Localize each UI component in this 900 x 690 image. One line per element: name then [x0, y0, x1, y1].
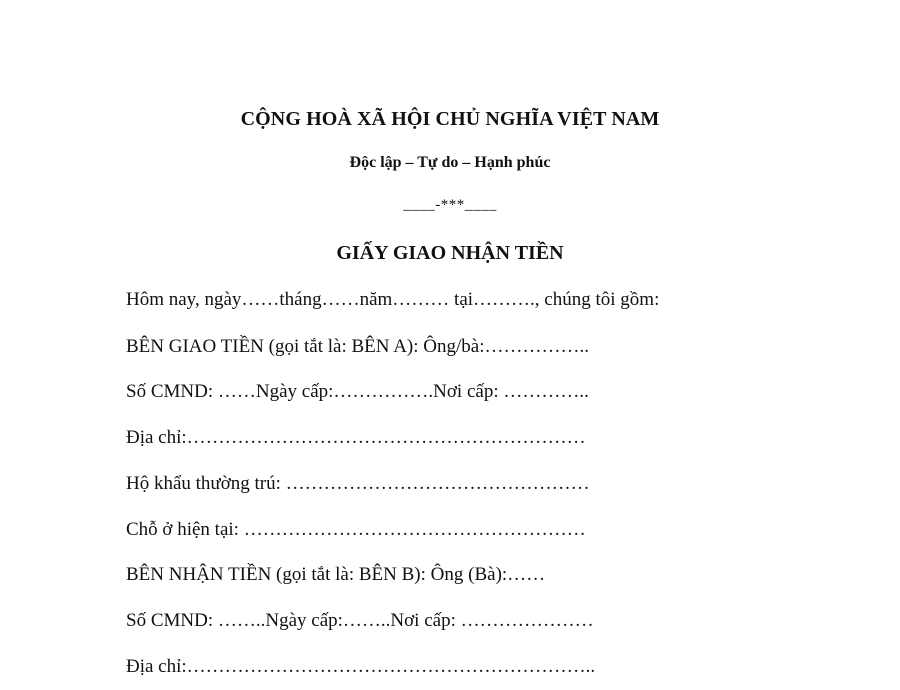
- party-b-name-line: BÊN NHẬN TIỀN (gọi tắt là: BÊN B): Ông (Bà):……: [126, 564, 546, 585]
- party-a-id-line: Số CMND: ……Ngày cấp:…………….Nơi cấp: …………..: [126, 381, 589, 402]
- date-place-line: Hôm nay, ngày……tháng……năm……… tại………., chúng tôi gồm:: [126, 289, 660, 310]
- motto-heading: Độc lập – Tự do – Hạnh phúc: [349, 154, 551, 171]
- decorative-divider: ____-***____: [403, 197, 497, 213]
- party-a-residence-line: Hộ khẩu thường trú: …………………………………………: [126, 473, 590, 494]
- nation-heading: CỘNG HOÀ XÃ HỘI CHỦ NGHĨA VIỆT NAM: [240, 108, 660, 130]
- party-b-id-line: Số CMND: ……..Ngày cấp:……..Nơi cấp: …………………: [126, 610, 594, 631]
- party-a-current-address-line: Chỗ ở hiện tại: ………………………………………………: [126, 519, 586, 540]
- party-b-address-line: Địa chỉ:………………………………………………………..: [126, 656, 596, 677]
- document-title: GIẤY GIAO NHẬN TIỀN: [336, 242, 564, 264]
- party-a-address-line: Địa chỉ:………………………………………………………: [126, 427, 586, 448]
- party-a-name-line: BÊN GIAO TIỀN (gọi tắt là: BÊN A): Ông/bà:……………..: [126, 336, 589, 357]
